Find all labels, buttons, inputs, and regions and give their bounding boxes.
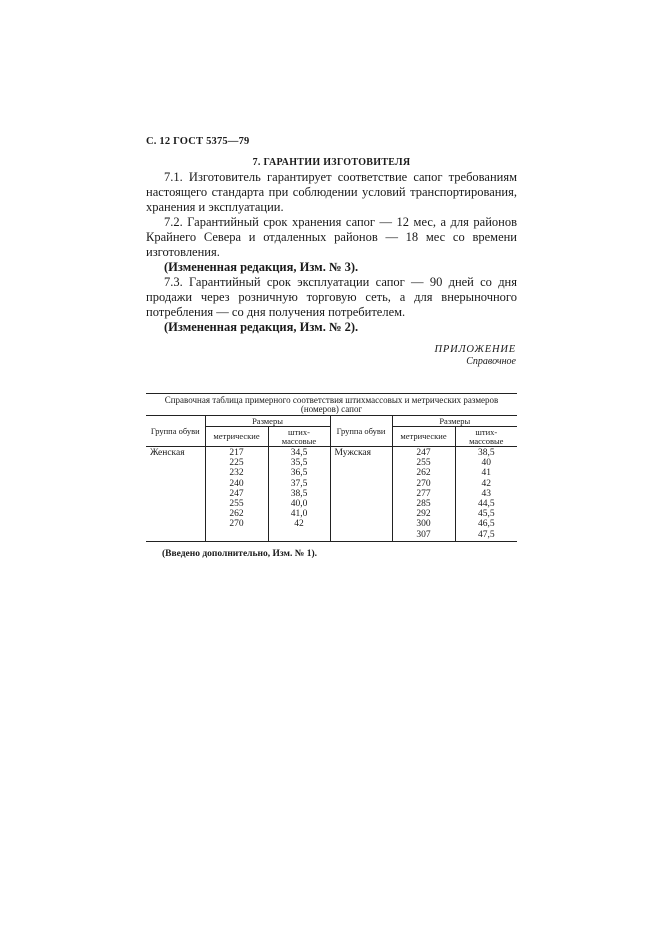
running-head: С. 12 ГОСТ 5375—79 (146, 136, 250, 147)
header-stich-men: штих-массовые (455, 427, 517, 447)
table-caption: Справочная таблица примерного соответствия штихмассовых и метрических размеров (номеров) сапог (146, 394, 517, 416)
size-table (146, 393, 517, 542)
table-row (146, 479, 517, 489)
women-metric-cell: 217 (205, 447, 268, 459)
table-row (146, 519, 517, 529)
women-group-cell: Женская (150, 448, 185, 458)
women-stich-cell: 37,5 (268, 479, 330, 489)
paragraph-7-2: 7.2. Гарантийный срок хранения сапог — 12 мес, а для районов Крайнего Севера и отдаленных районов — 18 мес со времени изготовления. (146, 215, 517, 259)
table-row (146, 489, 517, 499)
table-row (146, 458, 517, 468)
women-metric-cell: 270 (205, 519, 268, 529)
women-metric-cell: 232 (205, 468, 268, 478)
paragraph-7-1: 7.1. Изготовитель гарантирует соответствие сапог требованиям настоящего стандарта при соблюдении условий транспортирования, хранения и эксплуатации. (146, 170, 517, 214)
women-stich-cell: 41,0 (268, 509, 330, 519)
table-row (146, 509, 517, 519)
men-stich-cell: 41 (455, 468, 517, 478)
women-stich-cell: 42 (268, 519, 330, 529)
header-stich-women: штих-массовые (268, 427, 330, 447)
women-metric-cell: 225 (205, 458, 268, 468)
header-group-women: Группа обуви (146, 416, 205, 447)
women-stich-cell: 40,0 (268, 499, 330, 509)
women-stich-cell: 35,5 (268, 458, 330, 468)
men-stich-cell: 38,5 (455, 447, 517, 459)
women-metric-cell: 247 (205, 489, 268, 499)
men-stich-cell: 44,5 (455, 499, 517, 509)
men-metric-cell: 277 (392, 489, 455, 499)
section-body (146, 170, 517, 335)
men-group-cell: Мужская (330, 447, 392, 459)
table-row (146, 468, 517, 478)
men-metric-cell: 262 (392, 468, 455, 478)
men-metric-cell: 300 (392, 519, 455, 529)
men-stich-cell: 40 (455, 458, 517, 468)
header-metric-men: метрические (392, 427, 455, 447)
women-metric-cell: 262 (205, 509, 268, 519)
men-metric-cell: 307 (392, 530, 455, 542)
table-row (146, 530, 517, 542)
amendment-note-3: (Измененная редакция, Изм. № 3). (164, 260, 359, 274)
men-metric-cell: 292 (392, 509, 455, 519)
men-metric-cell: 247 (392, 447, 455, 459)
section-title: 7. ГАРАНТИИ ИЗГОТОВИТЕЛЯ (252, 157, 411, 168)
men-stich-cell: 43 (455, 489, 517, 499)
women-metric-cell: 240 (205, 479, 268, 489)
table-row (146, 499, 517, 509)
men-stich-cell: 46,5 (455, 519, 517, 529)
men-stich-cell: 45,5 (455, 509, 517, 519)
table-row (146, 447, 517, 459)
men-metric-cell: 270 (392, 479, 455, 489)
appendix-title: ПРИЛОЖЕНИЕ (434, 344, 516, 355)
women-stich-cell: 38,5 (268, 489, 330, 499)
women-metric-cell: 255 (205, 499, 268, 509)
header-sizes-women: Размеры (205, 416, 330, 427)
header-metric-women: метрические (205, 427, 268, 447)
women-stich-cell: 34,5 (268, 447, 330, 459)
appendix-subtitle: Справочное (466, 356, 516, 367)
men-metric-cell: 285 (392, 499, 455, 509)
men-stich-cell: 42 (455, 479, 517, 489)
women-stich-cell: 36,5 (268, 468, 330, 478)
header-sizes-men: Размеры (392, 416, 517, 427)
appendix-footnote: (Введено дополнительно, Изм. № 1). (162, 549, 317, 559)
paragraph-7-3: 7.3. Гарантийный срок эксплуатации сапог — 90 дней со дня продажи через розничную торговую сеть, а для внерыночного потребления — со дня получения потребителем. (146, 275, 517, 319)
men-metric-cell: 255 (392, 458, 455, 468)
header-group-men: Группа обуви (330, 416, 392, 447)
men-stich-cell: 47,5 (455, 530, 517, 542)
amendment-note-2: (Измененная редакция, Изм. № 2). (164, 320, 359, 334)
